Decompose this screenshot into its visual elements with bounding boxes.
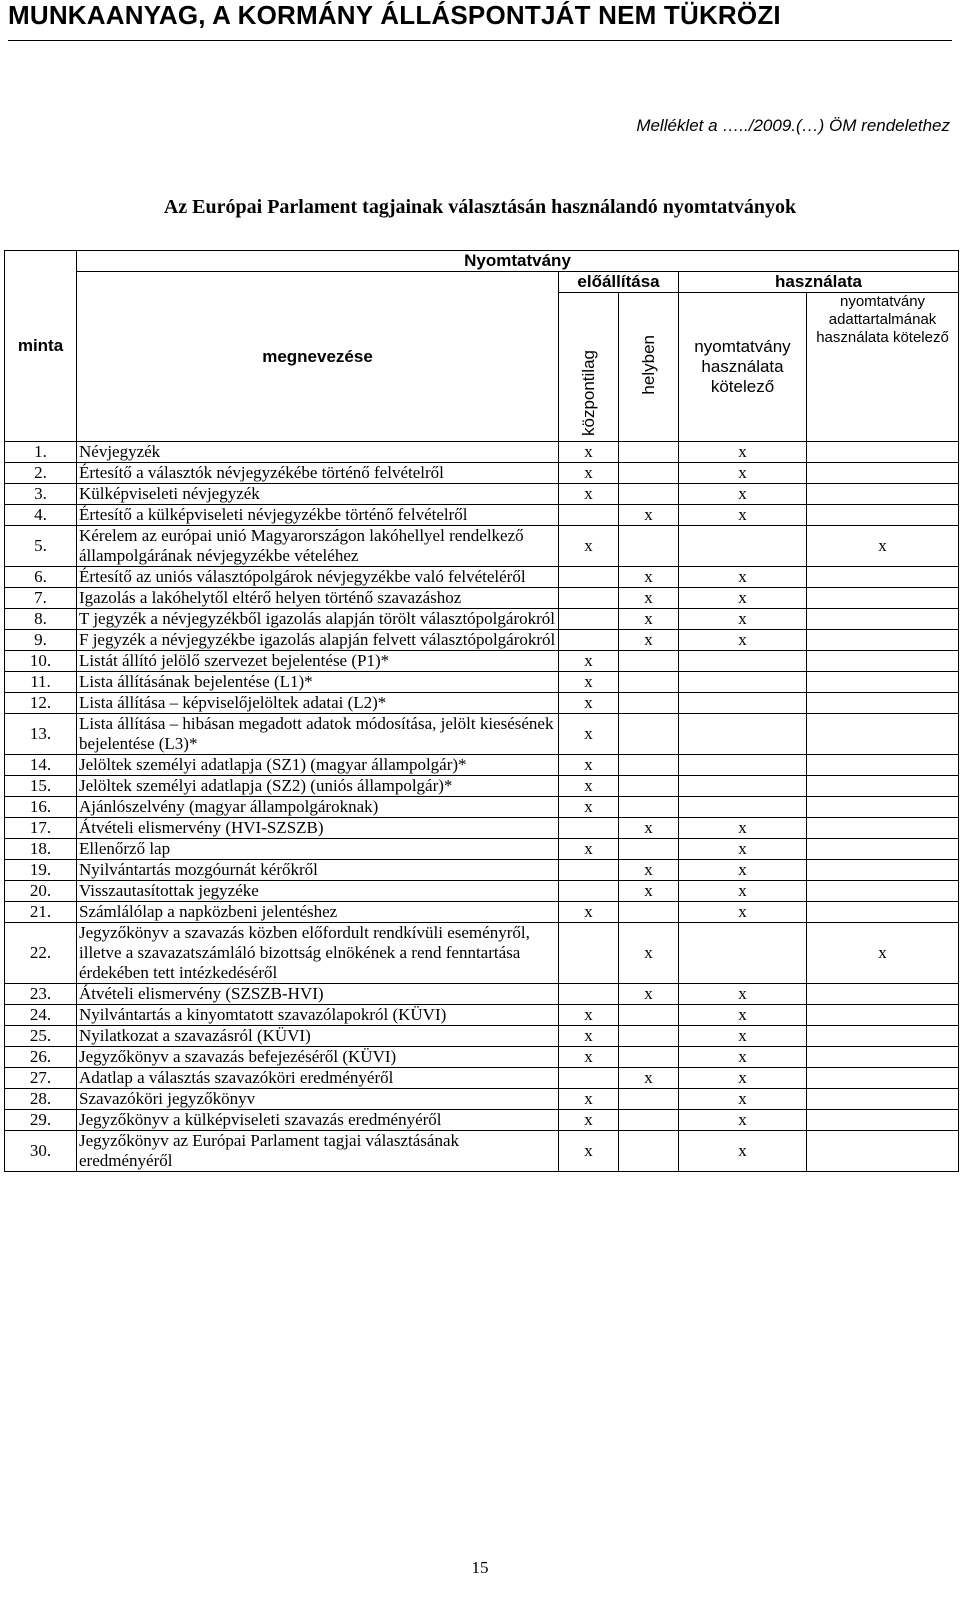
- local-mark: [619, 797, 679, 818]
- table-row: [5, 630, 959, 651]
- forms-table: [4, 250, 959, 1172]
- form-name: F jegyzék a névjegyzékbe igazolás alapján felvett választópolgárokról: [77, 630, 559, 651]
- form-name: Jelöltek személyi adatlapja (SZ1) (magyar állampolgár)*: [77, 755, 559, 776]
- header-helyben-label: helyben: [638, 334, 658, 395]
- content-mandatory-mark: [807, 839, 959, 860]
- local-mark: x: [619, 1068, 679, 1089]
- table-row: [5, 484, 959, 505]
- local-mark: x: [619, 505, 679, 526]
- table-row: [5, 588, 959, 609]
- header-row-1: [5, 251, 959, 272]
- usage-mandatory-mark: x: [679, 630, 807, 651]
- content-mandatory-mark: [807, 755, 959, 776]
- row-number: 6.: [5, 567, 77, 588]
- central-mark: [559, 567, 619, 588]
- row-number: 26.: [5, 1047, 77, 1068]
- row-number: 17.: [5, 818, 77, 839]
- content-mandatory-mark: x: [807, 923, 959, 984]
- content-mandatory-mark: [807, 1110, 959, 1131]
- header-eloallitasa: előállítása: [559, 272, 679, 293]
- header-kotelezo: nyomtatvány használata kötelező: [679, 293, 807, 442]
- header-helyben: [619, 293, 679, 442]
- central-mark: x: [559, 755, 619, 776]
- local-mark: x: [619, 860, 679, 881]
- usage-mandatory-mark: [679, 672, 807, 693]
- content-mandatory-mark: x: [807, 526, 959, 567]
- content-mandatory-mark: [807, 1047, 959, 1068]
- row-number: 30.: [5, 1131, 77, 1172]
- local-mark: [619, 672, 679, 693]
- local-mark: x: [619, 923, 679, 984]
- local-mark: [619, 526, 679, 567]
- form-name: Jegyzőkönyv a külképviseleti szavazás eredményéről: [77, 1110, 559, 1131]
- local-mark: x: [619, 609, 679, 630]
- form-name: Számlálólap a napközbeni jelentéshez: [77, 902, 559, 923]
- row-number: 7.: [5, 588, 77, 609]
- usage-mandatory-mark: [679, 776, 807, 797]
- central-mark: x: [559, 1005, 619, 1026]
- table-row: [5, 776, 959, 797]
- content-mandatory-mark: [807, 776, 959, 797]
- usage-mandatory-mark: x: [679, 484, 807, 505]
- content-mandatory-mark: [807, 693, 959, 714]
- row-number: 4.: [5, 505, 77, 526]
- central-mark: [559, 881, 619, 902]
- usage-mandatory-mark: [679, 526, 807, 567]
- central-mark: x: [559, 1089, 619, 1110]
- form-name: Névjegyzék: [77, 442, 559, 463]
- form-name: Visszautasítottak jegyzéke: [77, 881, 559, 902]
- central-mark: [559, 588, 619, 609]
- form-name: Jegyzőkönyv a szavazás befejezéséről (KÜVI): [77, 1047, 559, 1068]
- row-number: 27.: [5, 1068, 77, 1089]
- content-mandatory-mark: [807, 818, 959, 839]
- content-mandatory-mark: [807, 1026, 959, 1047]
- content-mandatory-mark: [807, 1131, 959, 1172]
- table-row: [5, 860, 959, 881]
- table-row: [5, 797, 959, 818]
- content-mandatory-mark: [807, 567, 959, 588]
- content-mandatory-mark: [807, 484, 959, 505]
- row-number: 16.: [5, 797, 77, 818]
- central-mark: x: [559, 463, 619, 484]
- local-mark: [619, 755, 679, 776]
- row-number: 8.: [5, 609, 77, 630]
- header-megnevezese: megnevezése: [77, 272, 559, 442]
- central-mark: x: [559, 651, 619, 672]
- central-mark: x: [559, 714, 619, 755]
- form-name: Átvételi elismervény (HVI-SZSZB): [77, 818, 559, 839]
- local-mark: [619, 1026, 679, 1047]
- form-name: T jegyzék a névjegyzékből igazolás alapján törölt választópolgárokról: [77, 609, 559, 630]
- content-mandatory-mark: [807, 609, 959, 630]
- row-number: 3.: [5, 484, 77, 505]
- content-mandatory-mark: [807, 651, 959, 672]
- central-mark: x: [559, 693, 619, 714]
- form-name: Külképviseleti névjegyzék: [77, 484, 559, 505]
- row-number: 15.: [5, 776, 77, 797]
- content-mandatory-mark: [807, 1089, 959, 1110]
- usage-mandatory-mark: [679, 923, 807, 984]
- table-row: [5, 672, 959, 693]
- central-mark: [559, 1068, 619, 1089]
- usage-mandatory-mark: x: [679, 1110, 807, 1131]
- annex-reference: Melléklet a …../2009.(…) ÖM rendelethez: [636, 116, 950, 135]
- central-mark: x: [559, 442, 619, 463]
- central-mark: x: [559, 672, 619, 693]
- central-mark: x: [559, 839, 619, 860]
- table-row: [5, 463, 959, 484]
- usage-mandatory-mark: x: [679, 588, 807, 609]
- table-row: [5, 526, 959, 567]
- usage-mandatory-mark: x: [679, 442, 807, 463]
- local-mark: [619, 651, 679, 672]
- local-mark: [619, 1131, 679, 1172]
- central-mark: x: [559, 484, 619, 505]
- form-name: Igazolás a lakóhelytől eltérő helyen történő szavazáshoz: [77, 588, 559, 609]
- local-mark: [619, 1110, 679, 1131]
- local-mark: [619, 776, 679, 797]
- table-row: [5, 505, 959, 526]
- form-name: Kérelem az európai unió Magyarországon lakóhellyel rendelkező állampolgárának névjegyzékbe vételéhez: [77, 526, 559, 567]
- form-name: Ellenőrző lap: [77, 839, 559, 860]
- form-name: Értesítő az uniós választópolgárok névjegyzékbe való felvételéről: [77, 567, 559, 588]
- row-number: 9.: [5, 630, 77, 651]
- table-row: [5, 881, 959, 902]
- table-row: [5, 755, 959, 776]
- table-row: [5, 1131, 959, 1172]
- usage-mandatory-mark: x: [679, 463, 807, 484]
- header-hasznalata: használata: [679, 272, 959, 293]
- local-mark: [619, 442, 679, 463]
- usage-mandatory-mark: [679, 651, 807, 672]
- central-mark: x: [559, 526, 619, 567]
- header-nyomtatvany: Nyomtatvány: [77, 251, 959, 272]
- table-row: [5, 1068, 959, 1089]
- row-number: 21.: [5, 902, 77, 923]
- form-name: Átvételi elismervény (SZSZB-HVI): [77, 984, 559, 1005]
- row-number: 10.: [5, 651, 77, 672]
- form-name: Nyilvántartás a kinyomtatott szavazólapokról (KÜVI): [77, 1005, 559, 1026]
- table-row: [5, 1089, 959, 1110]
- form-name: Nyilatkozat a szavazásról (KÜVI): [77, 1026, 559, 1047]
- header-row-2: [5, 272, 959, 293]
- form-name: Jelöltek személyi adatlapja (SZ2) (uniós állampolgár)*: [77, 776, 559, 797]
- content-mandatory-mark: [807, 984, 959, 1005]
- local-mark: [619, 1047, 679, 1068]
- form-name: Szavazóköri jegyzőkönyv: [77, 1089, 559, 1110]
- central-mark: [559, 818, 619, 839]
- usage-mandatory-mark: [679, 714, 807, 755]
- row-number: 19.: [5, 860, 77, 881]
- page-number: 15: [471, 1558, 489, 1577]
- content-mandatory-mark: [807, 442, 959, 463]
- header-adattartalom: nyomtatvány adattartalmának használata kötelező: [807, 293, 959, 442]
- form-name: Listát állító jelölő szervezet bejelentése (P1)*: [77, 651, 559, 672]
- local-mark: x: [619, 588, 679, 609]
- central-mark: [559, 505, 619, 526]
- content-mandatory-mark: [807, 588, 959, 609]
- row-number: 11.: [5, 672, 77, 693]
- usage-mandatory-mark: x: [679, 567, 807, 588]
- content-mandatory-mark: [807, 714, 959, 755]
- header-kozpontilag: [559, 293, 619, 442]
- central-mark: x: [559, 1047, 619, 1068]
- row-number: 29.: [5, 1110, 77, 1131]
- row-number: 5.: [5, 526, 77, 567]
- usage-mandatory-mark: x: [679, 609, 807, 630]
- row-number: 25.: [5, 1026, 77, 1047]
- form-name: Ajánlószelvény (magyar állampolgároknak): [77, 797, 559, 818]
- local-mark: x: [619, 881, 679, 902]
- content-mandatory-mark: [807, 902, 959, 923]
- header-divider: [8, 40, 952, 41]
- content-mandatory-mark: [807, 505, 959, 526]
- central-mark: [559, 984, 619, 1005]
- row-number: 2.: [5, 463, 77, 484]
- usage-mandatory-mark: x: [679, 1026, 807, 1047]
- central-mark: x: [559, 902, 619, 923]
- usage-mandatory-mark: x: [679, 902, 807, 923]
- usage-mandatory-mark: [679, 693, 807, 714]
- row-number: 23.: [5, 984, 77, 1005]
- central-mark: x: [559, 797, 619, 818]
- form-name: Lista állítása – hibásan megadott adatok módosítása, jelölt kiesésének bejelentése (L3)*: [77, 714, 559, 755]
- content-mandatory-mark: [807, 860, 959, 881]
- central-mark: x: [559, 1131, 619, 1172]
- usage-mandatory-mark: x: [679, 818, 807, 839]
- table-row: [5, 567, 959, 588]
- usage-mandatory-mark: x: [679, 860, 807, 881]
- content-mandatory-mark: [807, 797, 959, 818]
- row-number: 12.: [5, 693, 77, 714]
- local-mark: [619, 693, 679, 714]
- local-mark: x: [619, 984, 679, 1005]
- usage-mandatory-mark: [679, 755, 807, 776]
- header-minta: minta: [5, 251, 77, 442]
- content-mandatory-mark: [807, 881, 959, 902]
- local-mark: x: [619, 818, 679, 839]
- form-name: Értesítő a külképviseleti névjegyzékbe történő felvételről: [77, 505, 559, 526]
- page-header-title: MUNKAANYAG, A KORMÁNY ÁLLÁSPONTJÁT NEM TÜKRÖZI: [8, 0, 781, 30]
- table-row: [5, 1047, 959, 1068]
- central-mark: [559, 609, 619, 630]
- content-mandatory-mark: [807, 630, 959, 651]
- central-mark: [559, 630, 619, 651]
- table-row: [5, 1005, 959, 1026]
- usage-mandatory-mark: x: [679, 1047, 807, 1068]
- form-name: Értesítő a választók névjegyzékébe történő felvételről: [77, 463, 559, 484]
- row-number: 24.: [5, 1005, 77, 1026]
- usage-mandatory-mark: x: [679, 1068, 807, 1089]
- usage-mandatory-mark: x: [679, 839, 807, 860]
- usage-mandatory-mark: x: [679, 505, 807, 526]
- table-row: [5, 839, 959, 860]
- usage-mandatory-mark: x: [679, 1005, 807, 1026]
- local-mark: [619, 902, 679, 923]
- table-row: [5, 923, 959, 984]
- table-row: [5, 442, 959, 463]
- central-mark: [559, 860, 619, 881]
- row-number: 28.: [5, 1089, 77, 1110]
- local-mark: [619, 714, 679, 755]
- table-row: [5, 693, 959, 714]
- usage-mandatory-mark: x: [679, 881, 807, 902]
- document-title: Az Európai Parlament tagjainak választásán használandó nyomtatványok: [163, 196, 797, 218]
- table-row: [5, 1026, 959, 1047]
- local-mark: [619, 1089, 679, 1110]
- local-mark: [619, 839, 679, 860]
- central-mark: x: [559, 1110, 619, 1131]
- local-mark: [619, 463, 679, 484]
- usage-mandatory-mark: x: [679, 984, 807, 1005]
- form-name: Lista állítása – képviselőjelöltek adatai (L2)*: [77, 693, 559, 714]
- usage-mandatory-mark: x: [679, 1089, 807, 1110]
- table-row: [5, 609, 959, 630]
- row-number: 20.: [5, 881, 77, 902]
- form-name: Nyilvántartás mozgóurnát kérőkről: [77, 860, 559, 881]
- form-name: Jegyzőkönyv a szavazás közben előfordult rendkívüli eseményről, illetve a szavazatszámláló bizottság elnökének a rend fenntartása érdekében tett intézkedéséről: [77, 923, 559, 984]
- content-mandatory-mark: [807, 1068, 959, 1089]
- local-mark: [619, 1005, 679, 1026]
- row-number: 14.: [5, 755, 77, 776]
- row-number: 18.: [5, 839, 77, 860]
- header-kozpontilag-label: központilag: [578, 349, 598, 436]
- row-number: 1.: [5, 442, 77, 463]
- table-row: [5, 984, 959, 1005]
- local-mark: [619, 484, 679, 505]
- table-row: [5, 902, 959, 923]
- central-mark: x: [559, 776, 619, 797]
- form-name: Jegyzőkönyv az Európai Parlament tagjai választásának eredményéről: [77, 1131, 559, 1172]
- usage-mandatory-mark: [679, 797, 807, 818]
- row-number: 22.: [5, 923, 77, 984]
- form-name: Adatlap a választás szavazóköri eredményéről: [77, 1068, 559, 1089]
- central-mark: [559, 923, 619, 984]
- content-mandatory-mark: [807, 672, 959, 693]
- local-mark: x: [619, 630, 679, 651]
- content-mandatory-mark: [807, 1005, 959, 1026]
- form-name: Lista állításának bejelentése (L1)*: [77, 672, 559, 693]
- local-mark: x: [619, 567, 679, 588]
- table-row: [5, 651, 959, 672]
- row-number: 13.: [5, 714, 77, 755]
- table-row: [5, 1110, 959, 1131]
- central-mark: x: [559, 1026, 619, 1047]
- table-row: [5, 818, 959, 839]
- usage-mandatory-mark: x: [679, 1131, 807, 1172]
- table-row: [5, 714, 959, 755]
- content-mandatory-mark: [807, 463, 959, 484]
